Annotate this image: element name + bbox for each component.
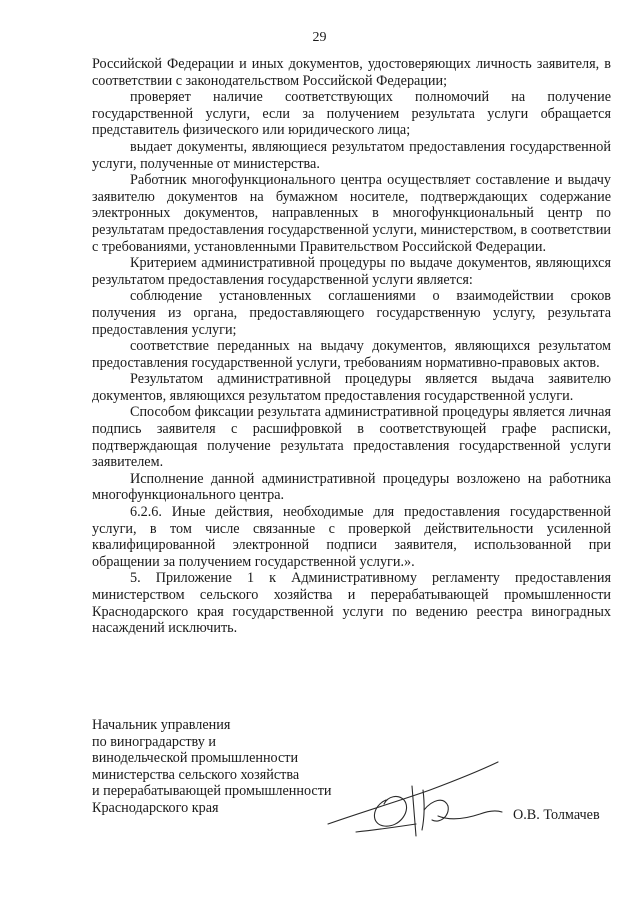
paragraph: Способом фиксации результата административной процедуры является личная подпись заявителя с расшифровкой в соответствующей графе расписки, подтверждающая получение результата предоставления государственной услуги заявителем. [92, 404, 611, 471]
position-line: по виноградарству и [92, 733, 216, 750]
paragraph: Результатом административной процедуры является выдача заявителю документов, являющихся результатом предоставления государственной услуги. [92, 371, 611, 404]
position-line: винодельческой промышленности [92, 750, 299, 767]
paragraph: Работник многофункционального центра осуществляет составление и выдачу заявителю документов на бумажном носителе, подтверждающих содержание электронных документов, направленных в многофункциональный центр по результатам предоставления государственной услуги, министерством, в соответствии с требованиями, установленными Правительством Российской Федерации. [92, 172, 611, 255]
paragraph: Исполнение данной административной процедуры возложено на работника многофункционального центра. [92, 470, 611, 504]
page-number: 29 [312, 30, 327, 45]
signature-position [92, 717, 332, 817]
handwritten-signature [312, 750, 522, 845]
position-line: и перерабатывающей промышленности [92, 783, 332, 800]
paragraph: Критерием административной процедуры по выдаче документов, являющихся результатом предоставления государственной услуги является: [92, 255, 611, 288]
paragraph: выдает документы, являющиеся результатом предоставления государственной услуги, полученные от министерства. [92, 138, 611, 172]
paragraph: проверяет наличие соответствующих полномочий на получение государственной услуги, если за получением результата услуги обращается представитель физического или юридического лица; [92, 89, 611, 139]
paragraph: Российской Федерации и иных документов, удостоверяющих личность заявителя, в соответствии с законодательством Российской Федерации; [92, 56, 611, 89]
paragraph: 6.2.6. Иные действия, необходимые для предоставления государственной услуги, в том числе связанные с проверкой действительности усиленной квалифицированной электронной подписи заявителя, использованной при обращении за получением государственной услуги.». [92, 504, 611, 570]
position-line: Начальник управления [92, 717, 231, 733]
paragraph: 5. Приложение 1 к Административному регламенту предоставления министерством сельского хозяйства и перерабатывающей промышленности Краснодарского края государственной услуги по ведению реестра виноградных насаждений исключить. [92, 570, 611, 637]
document-body [92, 56, 611, 637]
position-line: министерства сельского хозяйства [92, 766, 300, 783]
paragraph: соблюдение установленных соглашениями о взаимодействии сроков получения из органа, предоставляющего государственную услугу, результата предоставления услуги; [92, 288, 611, 338]
signatory-name: О.В. Толмачев [513, 807, 600, 823]
position-line: Краснодарского края [92, 799, 219, 816]
paragraph: соответствие переданных на выдачу документов, являющихся результатом предоставления государственной услуги, требованиям нормативно-правовых актов. [92, 338, 611, 371]
